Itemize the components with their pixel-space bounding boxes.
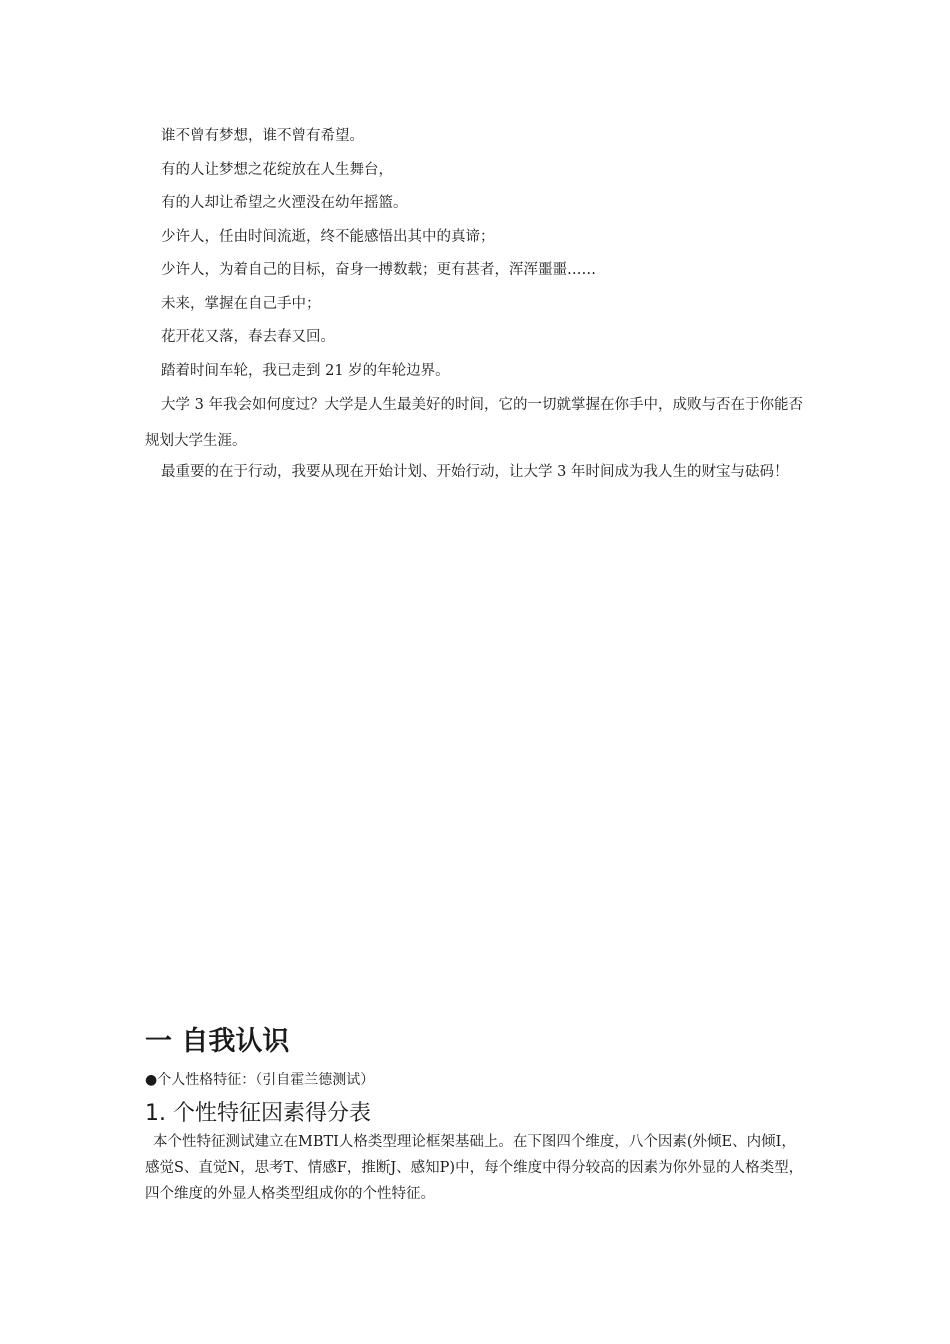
personality-bullet: ●个人性格特征：（引自霍兰德测试） (145, 1072, 375, 1088)
section-heading: 一 自我认识 (145, 1026, 290, 1057)
intro-line: 谁不曾有梦想，谁不曾有希望。 (161, 128, 364, 144)
body-paragraph: 本个性特征测试建立在MBTI人格类型理论框架基础上。在下图四个维度，八个因素(外倾E、内倾I，感觉S、直觉N，思考T、情感F，推断J、感知P)中，每个维度中得分较高的因素为你外显的人格类型，四个维度的外显人格类型组成你的个性特征。 (145, 1134, 804, 1202)
subsection-heading: 1. 个性特征因素得分表 (145, 1101, 371, 1126)
intro-line: 有的人却让希望之火湮没在幼年摇篮。 (161, 195, 408, 211)
intro-paragraph: 最重要的在于行动，我要从现在开始计划、开始行动，让大学 3 年时间成为我人生的财宝与砝码！ (161, 464, 789, 480)
intro-line: 未来，掌握在自己手中； (161, 295, 321, 312)
intro-section (145, 124, 810, 490)
intro-line: 踏着时间车轮，我已走到 21 岁的年轮边界。 (161, 362, 450, 379)
intro-line: 少许人，为着自己的目标，奋身一搏数载；更有甚者，浑浑噩噩…… (161, 262, 596, 278)
intro-line: 花开花又落，春去春又回。 (161, 329, 335, 345)
intro-line: 少许人，任由时间流逝，终不能感悟出其中的真谛； (161, 228, 495, 245)
intro-paragraph: 大学 3 年我会如何度过？大学是人生最美好的时间，它的一切就掌握在你手中，成败与否在于你能否规划大学生涯。 (145, 397, 803, 449)
intro-line: 有的人让梦想之花绽放在人生舞台， (161, 161, 393, 178)
